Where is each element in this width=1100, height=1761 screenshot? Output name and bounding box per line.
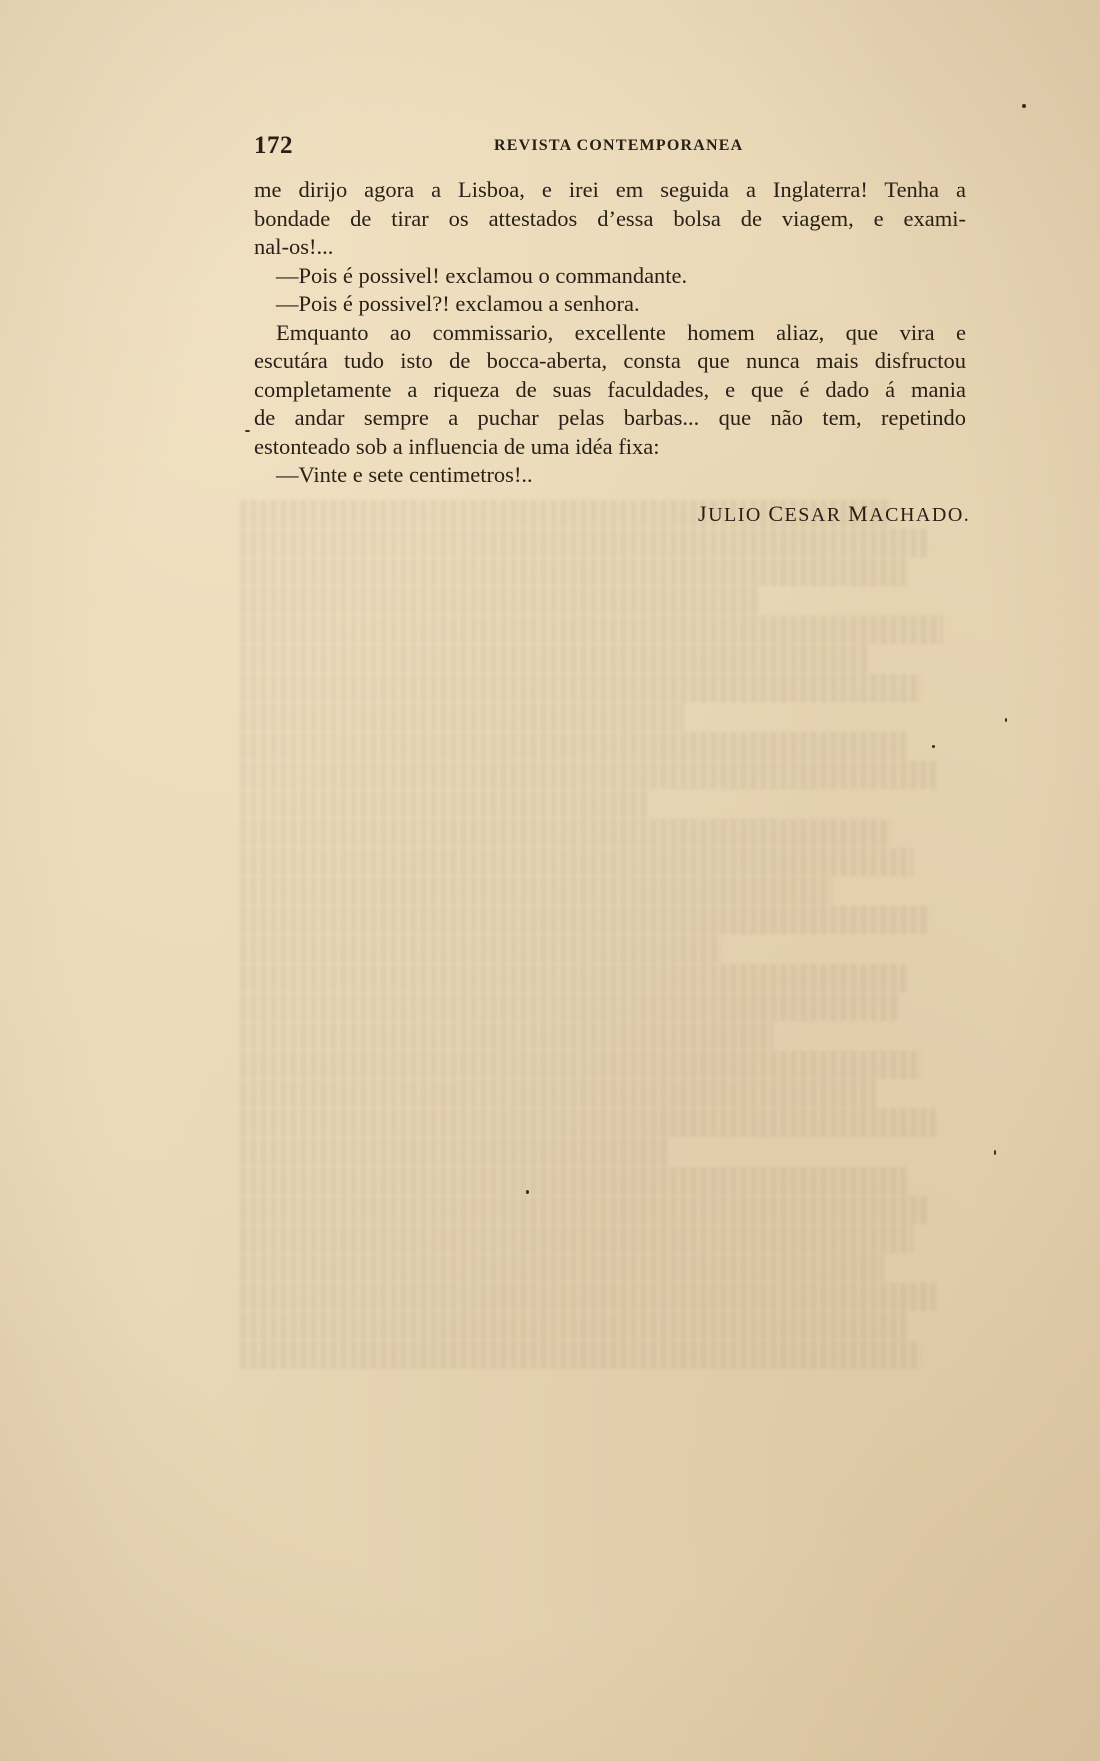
text-line: Emquanto ao commissario, excellente homem aliaz, que vira e <box>276 319 966 345</box>
text-line: nal-os!... <box>254 234 334 259</box>
paper-speck <box>994 1150 996 1155</box>
signature-initial: C <box>768 501 785 526</box>
signature-initial: J <box>698 501 709 526</box>
text-line: completamente a riqueza de suas faculdades, e que é dado á mania <box>254 376 966 402</box>
paper-speck <box>1005 718 1007 722</box>
signature-part: ULIO <box>708 504 762 526</box>
body-text <box>254 176 966 490</box>
text-line: bondade de tirar os attestados d’essa bolsa de viagem, e exami- <box>254 205 966 231</box>
signature-part: ACHADO. <box>869 504 971 526</box>
signature-initial: M <box>848 501 870 526</box>
text-line: de andar sempre a puchar pelas barbas... que não tem, repetindo <box>254 405 966 430</box>
paper-speck <box>245 430 250 432</box>
paper-speck <box>1022 104 1026 108</box>
text-line: —Pois é possivel! exclamou o commandante. <box>276 262 688 288</box>
page-header <box>254 132 966 162</box>
text-line: —Pois é possivel?! exclamou a senhora. <box>276 291 640 316</box>
text-line: escutára tudo isto de bocca-aberta, consta que nunca mais disfructou <box>254 348 966 373</box>
show-through-text <box>240 500 980 1400</box>
paper-speck <box>526 1190 529 1194</box>
signature-part: ESAR <box>784 504 842 526</box>
text-line: estonteado sob a influencia de uma idéa fixa: <box>254 433 660 459</box>
text-line: me dirijo agora a Lisboa, e irei em seguida a Inglaterra! Tenha a <box>254 177 966 202</box>
running-title: REVISTA CONTEMPORANEA <box>494 137 744 154</box>
author-signature <box>698 501 970 527</box>
paper-speck <box>932 745 935 748</box>
text-line: —Vinte e sete centimetros!.. <box>276 462 533 487</box>
page-number: 172 <box>254 132 293 159</box>
